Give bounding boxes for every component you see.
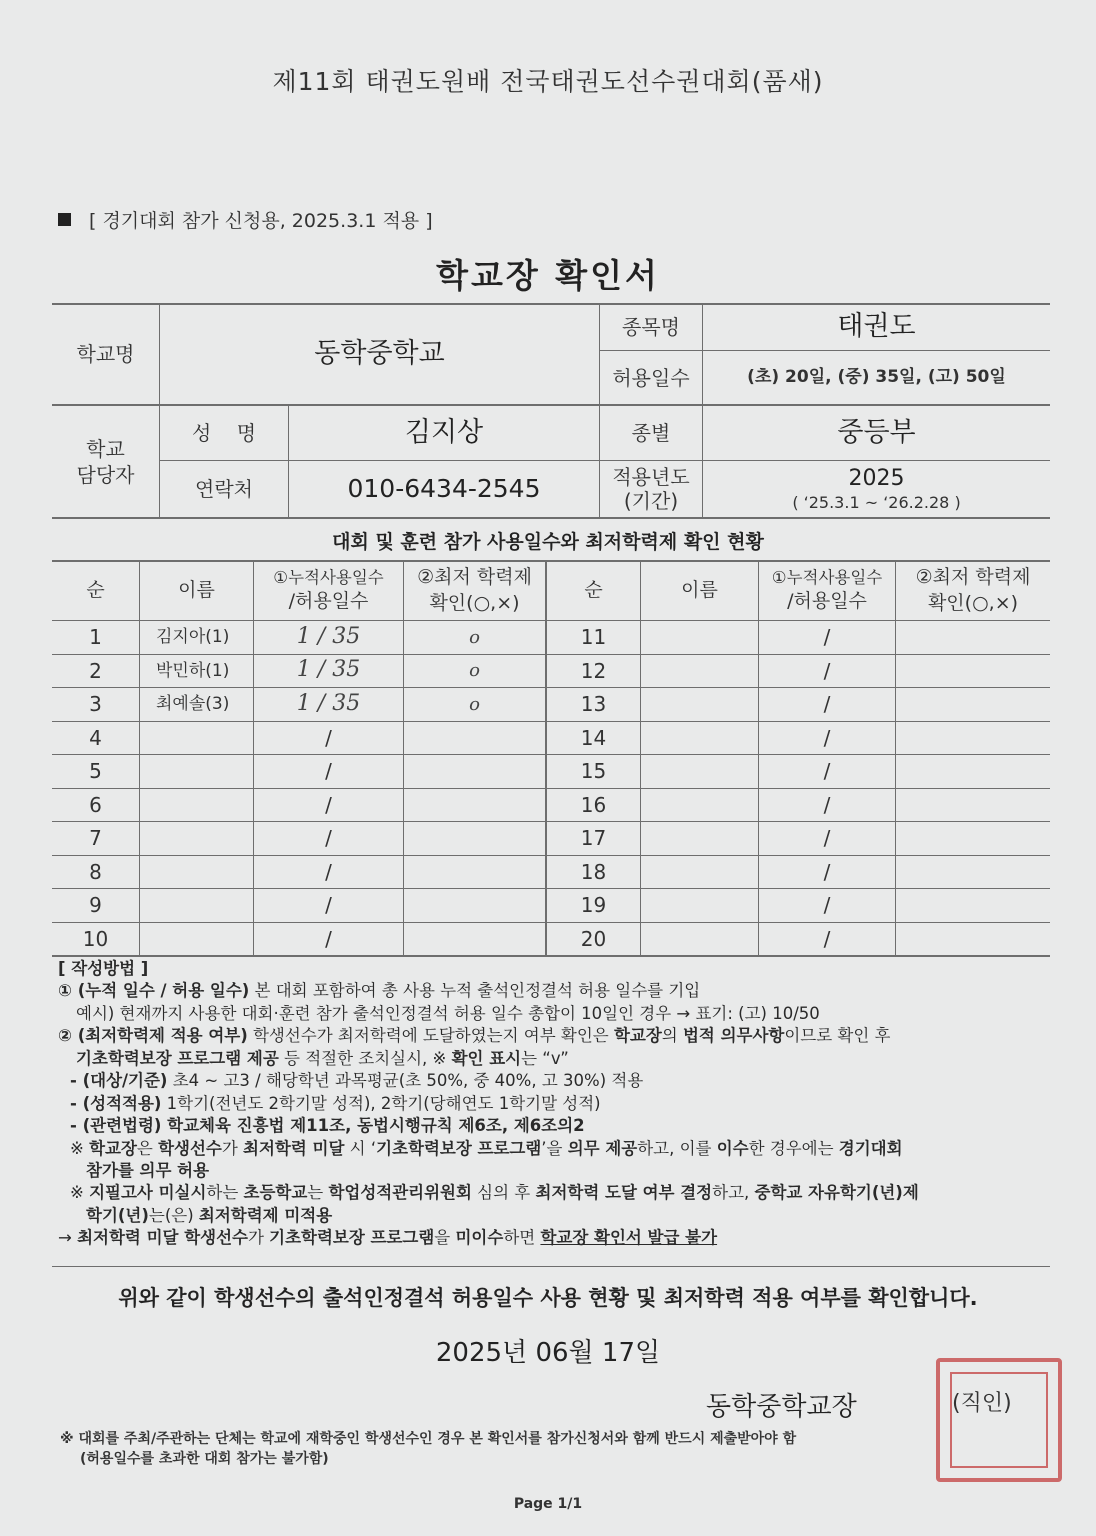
cumulative-days: / <box>823 926 831 951</box>
row-number: 13 <box>580 692 607 717</box>
col-header-min-left <box>404 562 545 620</box>
instructions <box>58 958 1058 1250</box>
note-2-t2: 는 <box>307 1183 329 1203</box>
note-1-cont <box>58 1160 1058 1182</box>
note-1-t1: 은 <box>136 1138 159 1158</box>
instruction-1 <box>58 980 1058 1002</box>
col-header-days-line2: /허용일수 <box>288 590 369 613</box>
year-label-line2: (기간) <box>623 489 679 513</box>
player-name <box>641 688 774 721</box>
row-number: 19 <box>580 893 607 918</box>
min-grade-check <box>896 923 1050 956</box>
note-1-t3: 시 ‘ <box>344 1138 377 1158</box>
note-2-b6: 학기(년) <box>86 1205 149 1225</box>
sport-value: 태권도 <box>837 311 916 343</box>
min-grade-check <box>404 856 545 889</box>
note-3-t2: 을 <box>434 1228 456 1248</box>
row-number: 5 <box>89 759 102 784</box>
note-2-mark: ※ <box>70 1183 90 1203</box>
cumulative-days: 1 / 35 <box>296 657 361 683</box>
note-2-cont <box>58 1205 1058 1227</box>
cumulative-days: / <box>325 826 332 851</box>
col-header-days-line1: ①누적사용일수 <box>273 568 384 588</box>
cumulative-days: / <box>325 725 332 750</box>
page-number: Page 1/1 <box>513 1496 583 1512</box>
footer-note-line2: (허용일수를 초과한 대회 참가는 불가함) <box>80 1450 329 1467</box>
note-1-b1: 학교장 <box>89 1138 137 1158</box>
min-grade-check <box>896 655 1050 688</box>
principal-name: 동학중학교장 <box>706 1392 857 1422</box>
player-name <box>641 722 774 755</box>
seal-label: (직인) <box>952 1391 1012 1416</box>
player-name <box>641 822 774 855</box>
col-header-min-right <box>896 562 1050 620</box>
row-number: 7 <box>89 826 102 851</box>
min-grade-check <box>404 822 545 855</box>
row-number: 11 <box>580 625 607 650</box>
cumulative-days: / <box>823 759 831 784</box>
player-name <box>140 889 269 922</box>
row-number: 12 <box>580 658 607 683</box>
cumulative-days: / <box>325 759 332 784</box>
row-number: 1 <box>89 625 102 650</box>
instruction-2-text-4: 등 적절한 조치실시, ※ <box>278 1048 452 1068</box>
related-law-text: 학교체육 진흥법 제11조, 동법시행규칙 제6조, 제6조의2 <box>161 1116 585 1136</box>
min-grade-check: o <box>469 693 480 715</box>
cumulative-days: / <box>325 859 332 884</box>
note-1-t6: 한 경우에는 <box>748 1138 839 1158</box>
target-criteria-key: - (대상/기준) <box>70 1071 168 1091</box>
row-number: 16 <box>580 792 607 817</box>
min-grade-check <box>404 923 545 956</box>
player-name <box>641 923 774 956</box>
year-label-line1: 적용년도 <box>612 465 690 489</box>
instruction-2-text-3: 이므로 확인 후 <box>784 1026 891 1046</box>
col-header-name-right: 이름 <box>681 579 718 602</box>
row-number: 20 <box>580 926 607 951</box>
instruction-1-example: 예시) 현재까지 사용한 대회·훈련 참가 출석인정결석 허용 일수 총합이 10일인 경우 → 표기: (고) 10/50 <box>76 1003 820 1023</box>
instruction-2-key: ② (최저학력제 적용 여부) <box>58 1026 248 1046</box>
instructions-heading: [ 작성방법 ] <box>58 959 149 978</box>
note-3 <box>58 1227 1058 1249</box>
allowed-days-label: 허용일수 <box>612 365 690 390</box>
instruction-1-text: 본 대회 포함하여 총 사용 누적 출석인정결석 허용 일수를 기입 <box>249 981 701 1001</box>
col-header-days-line1: ①누적사용일수 <box>771 568 883 588</box>
min-grade-check: o <box>469 660 480 682</box>
note-2-t5: 는(은) <box>148 1205 199 1225</box>
cumulative-days: / <box>823 725 831 750</box>
col-header-days-right <box>759 562 895 620</box>
player-name: 박민하(1) <box>156 660 230 681</box>
row-number: 3 <box>89 692 102 717</box>
player-name <box>140 722 269 755</box>
category-label: 종별 <box>631 421 671 445</box>
grade-apply-key: - (성적적용) <box>70 1093 162 1113</box>
note-1-b8: 참가를 의무 허용 <box>86 1160 210 1180</box>
col-header-no-right: 순 <box>584 579 603 602</box>
row-number: 17 <box>580 826 607 851</box>
grade-apply-text: 1학기(전년도 2학기말 성적), 2학기(당해연도 1학기말 성적) <box>161 1093 601 1113</box>
related-law <box>58 1115 1058 1137</box>
min-grade-check <box>404 889 545 922</box>
square-bullet-icon <box>58 213 71 226</box>
player-name <box>641 621 774 654</box>
note-1-t4: ’을 <box>541 1138 568 1158</box>
min-grade-check <box>896 856 1050 889</box>
note-3-arrow: → <box>58 1228 78 1248</box>
col-header-min-line1: ②최저 학력제 <box>915 566 1031 589</box>
row-number: 9 <box>89 893 102 918</box>
instruction-2-bold-2: 법적 의무사항 <box>682 1026 785 1046</box>
cumulative-days: / <box>823 792 831 817</box>
category-value: 중등부 <box>837 417 916 449</box>
note-1-b2: 학생선수 <box>158 1138 222 1158</box>
cumulative-days: / <box>823 859 831 884</box>
row-number: 4 <box>89 725 102 750</box>
note-1-b4: 기초학력보장 프로그램 <box>376 1138 542 1158</box>
min-grade-check <box>404 722 545 755</box>
form-note <box>58 206 433 233</box>
player-name: 김지아(1) <box>156 627 230 648</box>
cumulative-days: / <box>325 893 332 918</box>
year-number: 2025 <box>848 466 905 492</box>
col-header-no-left: 순 <box>86 579 105 602</box>
player-name <box>641 856 774 889</box>
player-name <box>140 923 269 956</box>
note-2-b4: 최저학력 도달 여부 결정 <box>535 1183 713 1203</box>
note-2-t3: 심의 후 <box>471 1183 536 1203</box>
grade-apply <box>58 1093 1058 1115</box>
note-2-b7: 최저학력제 미적용 <box>198 1205 333 1225</box>
player-name <box>641 789 774 822</box>
cumulative-days: / <box>823 658 831 683</box>
note-2-b1: 지필고사 미실시 <box>89 1183 207 1203</box>
instruction-2-bold-1: 학교장 <box>613 1026 662 1046</box>
instruction-1-key: ① (누적 일수 / 허용 일수) <box>58 981 250 1001</box>
row-number: 6 <box>89 792 102 817</box>
min-grade-check <box>896 722 1050 755</box>
player-name: 최예솔(3) <box>156 694 230 715</box>
note-2-b5: 중학교 자유학기(년)제 <box>754 1183 919 1203</box>
form-note-text: [ 경기대회 참가 신청용, 2025.3.1 적용 ] <box>89 210 433 232</box>
note-1-b5: 의무 제공 <box>567 1138 638 1158</box>
note-3-b4: 학교장 확인서 발급 불가 <box>540 1228 718 1248</box>
issue-date: 2025년 06월 17일 <box>435 1338 661 1368</box>
row-number: 18 <box>580 859 607 884</box>
col-header-min-line2: 확인(○,×) <box>429 592 520 614</box>
row-number: 8 <box>89 859 102 884</box>
min-grade-check <box>404 789 545 822</box>
cumulative-days: / <box>325 926 332 951</box>
contact-label: 연락처 <box>195 477 253 501</box>
note-3-b1: 최저학력 미달 학생선수 <box>77 1228 248 1248</box>
staff-label-line2: 담당자 <box>76 462 135 487</box>
instruction-2-text: 학생선수가 최저학력에 도달하였는지 여부 확인은 <box>247 1026 614 1046</box>
cumulative-days: / <box>823 893 831 918</box>
player-name <box>140 822 269 855</box>
player-name <box>641 755 774 788</box>
target-criteria <box>58 1070 1058 1092</box>
year-period: ( ‘25.3.1 ~ ‘26.2.28 ) <box>792 492 961 512</box>
player-name <box>140 755 269 788</box>
contact-value: 010-6434-2545 <box>347 473 541 503</box>
note-3-t3: 하면 <box>503 1228 541 1248</box>
min-grade-check <box>896 621 1050 654</box>
year-label <box>600 461 702 517</box>
row-number: 15 <box>580 759 607 784</box>
player-name <box>641 655 774 688</box>
target-criteria-text: 초4 ~ 고3 / 해당학년 과목평균(초 50%, 중 40%, 고 30%) 적용 <box>167 1071 644 1091</box>
note-3-t1: 가 <box>247 1228 270 1248</box>
player-name <box>140 789 269 822</box>
row-number: 10 <box>82 926 109 951</box>
col-header-days-left <box>254 562 403 620</box>
col-header-days-line2: /허용일수 <box>787 590 867 613</box>
school-name-label: 학교명 <box>76 342 135 366</box>
player-name <box>641 889 774 922</box>
staff-label <box>52 406 159 517</box>
cumulative-days: / <box>823 826 831 851</box>
cumulative-days: / <box>325 792 332 817</box>
section-heading: 대회 및 훈련 참가 사용일수와 최저학력제 확인 현황 <box>332 531 764 553</box>
related-law-key: - (관련법령) <box>70 1116 162 1136</box>
cumulative-days: / <box>823 625 831 650</box>
min-grade-check <box>404 755 545 788</box>
note-2-t4: 하고, <box>712 1183 755 1203</box>
note-2 <box>58 1182 1058 1204</box>
instruction-2-bold-3: 기초학력보장 프로그램 제공 <box>76 1048 279 1068</box>
note-1 <box>58 1138 1058 1160</box>
note-1-mark: ※ <box>70 1138 90 1158</box>
instruction-2-cont <box>58 1048 1058 1070</box>
year-value <box>703 461 1050 517</box>
row-number: 14 <box>580 725 607 750</box>
note-1-b3: 최저학력 미달 <box>243 1138 345 1158</box>
note-3-b2: 기초학력보장 프로그램 <box>269 1228 435 1248</box>
note-1-t5: 하고, 이를 <box>637 1138 717 1158</box>
event-title: 제11회 태권도원배 전국태권도선수권대회(품새) <box>272 67 824 96</box>
instruction-2 <box>58 1025 1058 1047</box>
note-2-b2: 초등학교 <box>243 1183 308 1203</box>
player-name <box>140 856 269 889</box>
note-1-t2: 가 <box>221 1138 244 1158</box>
row-number: 2 <box>89 658 102 683</box>
instruction-2-bold-4: 확인 표시 <box>451 1048 522 1068</box>
note-2-b3: 학업성적관리위원회 <box>328 1183 472 1203</box>
min-grade-check <box>896 789 1050 822</box>
staff-name-value: 김지상 <box>404 417 484 449</box>
note-1-b6: 이수 <box>716 1138 749 1158</box>
col-header-name-left: 이름 <box>178 579 215 602</box>
school-name-value: 동학중학교 <box>314 338 445 370</box>
col-header-min-line2: 확인(○,×) <box>927 592 1019 614</box>
note-2-t1: 하는 <box>206 1183 244 1203</box>
document-title: 학교장 확인서 <box>436 256 660 295</box>
min-grade-check <box>896 688 1050 721</box>
note-1-b7: 경기대회 <box>838 1138 903 1158</box>
min-grade-check <box>896 889 1050 922</box>
staff-label-line1: 학교 <box>86 436 125 461</box>
footer-note <box>60 1430 1060 1469</box>
instruction-2-text-2: 의 <box>661 1026 683 1046</box>
cumulative-days: / <box>823 692 831 717</box>
min-grade-check <box>896 822 1050 855</box>
staff-name-label: 성 명 <box>191 421 257 445</box>
footer-note-line1: ※ 대회를 주최/주관하는 단체는 학교에 재학중인 학생선수인 경우 본 확인서를 참가신청서와 함께 반드시 제출받아야 함 <box>60 1431 797 1447</box>
instruction-2-text-5: 는 “v” <box>521 1048 569 1068</box>
allowed-days-value: (초) 20일, (중) 35일, (고) 50일 <box>747 367 1006 388</box>
min-grade-check: o <box>469 626 480 648</box>
cumulative-days: 1 / 35 <box>296 690 361 716</box>
confirmation-statement: 위와 같이 학생선수의 출석인정결석 허용일수 사용 현황 및 최저학력 적용 여부를 확인합니다. <box>118 1286 978 1310</box>
min-grade-check <box>896 755 1050 788</box>
col-header-min-line1: ②최저 학력제 <box>417 566 532 589</box>
note-3-b3: 미이수 <box>455 1228 504 1248</box>
sport-label: 종목명 <box>622 315 680 339</box>
cumulative-days: 1 / 35 <box>296 623 361 649</box>
